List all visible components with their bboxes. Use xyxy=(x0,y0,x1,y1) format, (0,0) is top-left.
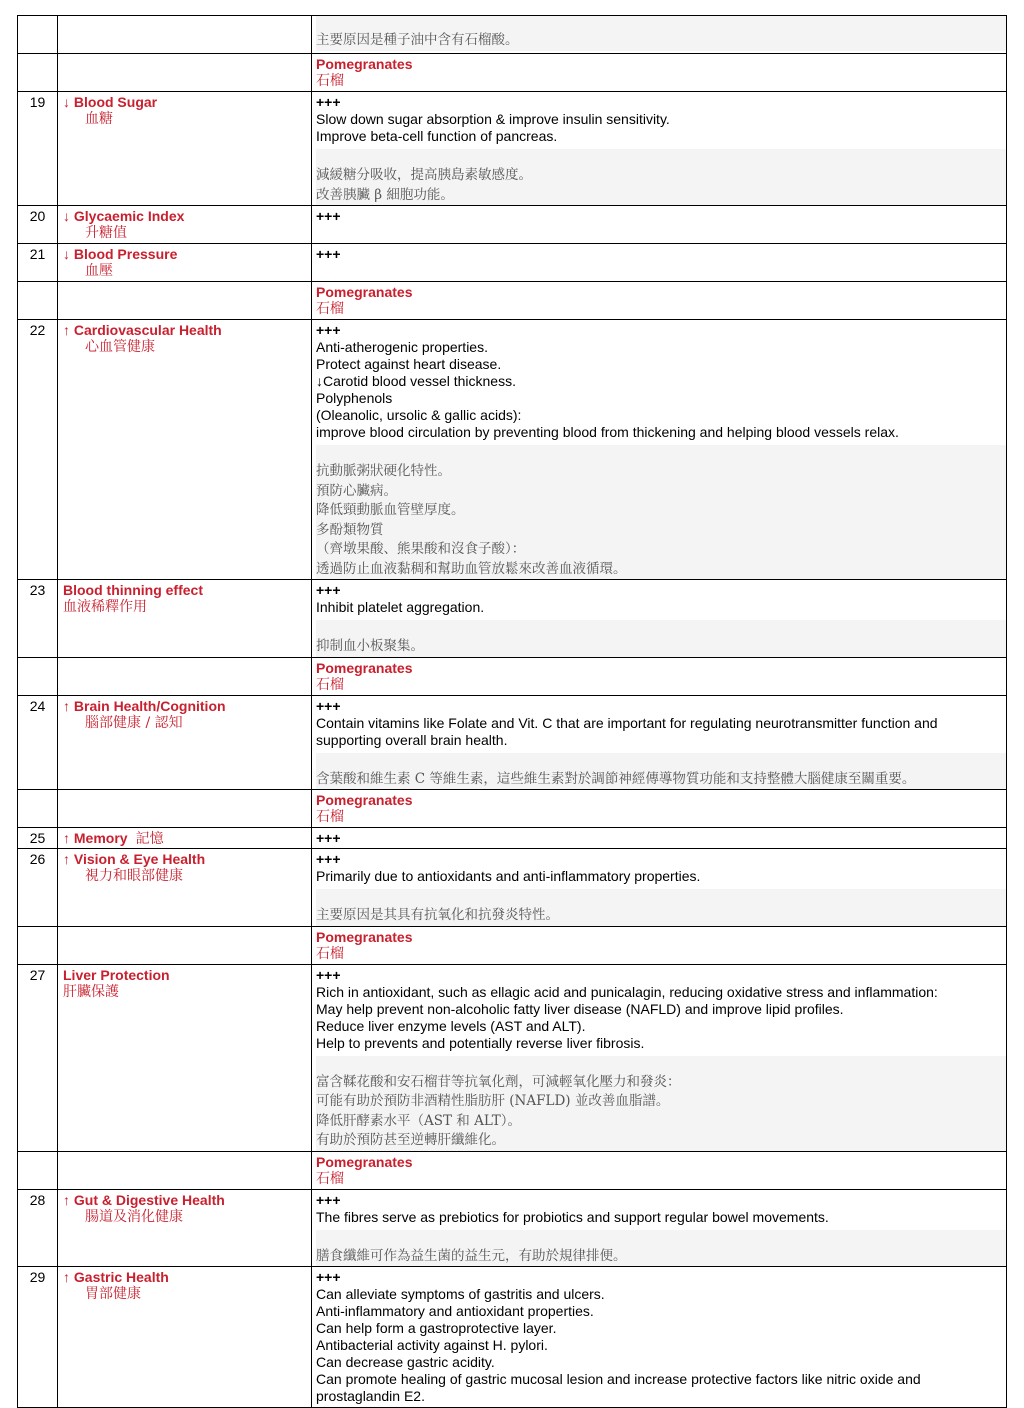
row-number: 26 xyxy=(29,851,46,867)
description-cell xyxy=(312,1189,1007,1267)
description-cell xyxy=(312,282,1007,320)
table-row xyxy=(18,320,1007,580)
fruit-header-row xyxy=(18,1151,1007,1189)
fruit-name-en: Pomegranates xyxy=(316,928,413,945)
row-number: 22 xyxy=(29,322,46,338)
english-line: Can alleviate symptoms of gastritis and ulcers. xyxy=(316,1286,605,1302)
arrow-up-icon: ↑ xyxy=(63,830,74,846)
table-row xyxy=(18,1189,1007,1267)
chinese-translation xyxy=(316,445,1006,579)
condition-name xyxy=(63,582,307,599)
rating: +++ xyxy=(316,582,341,598)
fruit-name-en: Pomegranates xyxy=(316,792,413,808)
condition-cell xyxy=(58,282,312,320)
arrow-up-icon: ↑ xyxy=(63,851,74,867)
chinese-translation xyxy=(316,149,1006,205)
fruit-header-row xyxy=(18,54,1007,92)
chinese-line: 主要原因是種子油中含有石榴酸。 xyxy=(316,32,519,48)
fruit-header-row xyxy=(18,790,1007,828)
condition-cell xyxy=(58,1151,312,1189)
arrow-up-icon: ↑ xyxy=(63,1191,74,1208)
english-line: The fibres serve as prebiotics for probiotics and support regular bowel movements. xyxy=(316,1208,829,1225)
arrow-up-icon: ↑ xyxy=(63,322,74,338)
table-row xyxy=(18,695,1007,790)
fruit-name-en: Pomegranates xyxy=(316,659,413,676)
english-line: Can help form a gastroprotective layer. xyxy=(316,1320,557,1336)
condition-name xyxy=(63,851,307,868)
chinese-line: 含葉酸和維生素 C 等維生素，這些維生素對於調節神經傳導物質功能和支持整體大腦健康至關重要。 xyxy=(316,770,916,787)
condition-cell xyxy=(58,320,312,580)
table-body xyxy=(18,16,1007,1408)
description-cell xyxy=(312,244,1007,282)
table-row xyxy=(18,1267,1007,1408)
arrow-up-icon: ↑ xyxy=(63,697,74,714)
row-number: 29 xyxy=(29,1269,46,1285)
condition-name-zh: 記憶 xyxy=(135,831,164,847)
fruit-name-zh: 石榴 xyxy=(316,1170,344,1187)
condition-cell xyxy=(58,790,312,828)
rating: +++ xyxy=(316,208,341,224)
row-number-cell xyxy=(18,964,58,1151)
english-line: improve blood circulation by preventing blood from thickening and helping blood vessels relax. xyxy=(316,424,899,440)
row-number-cell xyxy=(18,849,58,927)
chinese-line: 膳食纖維可作為益生菌的益生元，有助於規律排便。 xyxy=(316,1247,627,1264)
fruit-header-row xyxy=(18,926,1007,964)
english-line: Contain vitamins like Folate and Vit. C that are important for regulating neurotransmitter function and supporting overall brain health. xyxy=(316,714,938,748)
rating: +++ xyxy=(316,966,341,983)
row-number-cell xyxy=(18,54,58,92)
condition-cell xyxy=(58,580,312,658)
chinese-line: 富含鞣花酸和安石榴苷等抗氧化劑，可減輕氧化壓力和發炎： xyxy=(316,1073,681,1090)
description-cell xyxy=(312,964,1007,1151)
condition-name-zh: 胃部健康 xyxy=(85,1286,141,1302)
condition-name-zh: 血壓 xyxy=(85,263,113,279)
condition-name-en: Blood Pressure xyxy=(73,246,178,262)
description-cell xyxy=(312,1151,1007,1189)
chinese-line: 透過防止血液黏稠和幫助血管放鬆來改善血液循環。 xyxy=(316,560,627,577)
row-number-cell xyxy=(18,244,58,282)
fruit-header-row xyxy=(18,657,1007,695)
condition-name-zh: 升糖值 xyxy=(85,225,127,241)
description-cell xyxy=(312,580,1007,658)
row-number-cell xyxy=(18,92,58,206)
row-number-cell xyxy=(18,206,58,244)
arrow-down-icon: ↓ xyxy=(63,246,74,262)
condition-name xyxy=(63,94,307,111)
fruit-name-en: Pomegranates xyxy=(316,284,413,300)
english-line: Help to prevents and potentially reverse liver fibrosis. xyxy=(316,1034,645,1051)
chinese-line: 主要原因是其具有抗氧化和抗發炎特性。 xyxy=(316,907,559,923)
chinese-translation xyxy=(316,753,1006,790)
condition-name xyxy=(63,830,307,848)
table-row xyxy=(18,580,1007,658)
chinese-translation xyxy=(316,620,1006,657)
description-cell xyxy=(312,54,1007,92)
fruit-header-row xyxy=(18,282,1007,320)
chinese-translation xyxy=(316,1056,1006,1151)
condition-cell xyxy=(58,695,312,790)
row-number: 25 xyxy=(29,830,46,846)
row-number-cell xyxy=(18,790,58,828)
english-line: Inhibit platelet aggregation. xyxy=(316,599,485,615)
chinese-line: 預防心臟病。 xyxy=(316,482,397,499)
row-number-cell xyxy=(18,1189,58,1267)
table-row xyxy=(18,92,1007,206)
health-benefits-table xyxy=(17,15,1007,1408)
fruit-name-zh: 石榴 xyxy=(316,676,344,693)
description-cell xyxy=(312,849,1007,927)
condition-name-en: Gut & Digestive Health xyxy=(73,1191,225,1208)
condition-cell xyxy=(58,828,312,849)
condition-name-en: Glycaemic Index xyxy=(73,208,185,224)
english-line: Slow down sugar absorption & improve insulin sensitivity. xyxy=(316,111,670,127)
condition-name-en: Gastric Health xyxy=(73,1269,169,1285)
condition-name xyxy=(63,698,307,715)
condition-cell xyxy=(58,244,312,282)
condition-name-en: Blood thinning effect xyxy=(63,582,203,598)
english-line: Polyphenols xyxy=(316,390,393,406)
chinese-translation xyxy=(316,1230,1006,1267)
description-cell xyxy=(312,695,1007,790)
description-cell xyxy=(312,790,1007,828)
chinese-line: 抑制血小板聚集。 xyxy=(316,638,424,654)
condition-cell xyxy=(58,54,312,92)
chinese-line: 降低頸動脈血管壁厚度。 xyxy=(316,502,465,518)
english-line: May help prevent non-alcoholic fatty liver disease (NAFLD) and improve lipid profiles. xyxy=(316,1000,844,1017)
table-row xyxy=(18,849,1007,927)
condition-name-zh: 腦部健康 / 認知 xyxy=(85,714,183,731)
condition-name-en: Memory xyxy=(73,830,128,846)
condition-name xyxy=(63,322,307,339)
english-line: Protect against heart disease. xyxy=(316,356,502,372)
condition-name xyxy=(63,1269,307,1286)
condition-name-zh: 心血管健康 xyxy=(85,339,155,355)
chinese-line: 有助於預防甚至逆轉肝纖維化。 xyxy=(316,1132,505,1148)
english-line: Improve beta-cell function of pancreas. xyxy=(316,128,558,144)
row-number: 20 xyxy=(29,208,46,224)
condition-cell xyxy=(58,16,312,54)
english-line: ↓Carotid blood vessel thickness. xyxy=(316,373,516,389)
english-line: Can promote healing of gastric mucosal lesion and increase protective factors like nitric oxide and prostaglandin E2. xyxy=(316,1371,921,1404)
row-number: 28 xyxy=(29,1191,46,1208)
rating: +++ xyxy=(316,246,341,262)
row-number-cell xyxy=(18,1151,58,1189)
condition-name-zh: 血糖 xyxy=(85,111,113,127)
chinese-note xyxy=(316,16,1006,51)
chinese-line: 抗動脈粥狀硬化特性。 xyxy=(316,463,451,479)
row-number-cell xyxy=(18,828,58,849)
description-cell xyxy=(312,16,1007,54)
condition-name-zh: 視力和眼部健康 xyxy=(85,868,183,884)
arrow-down-icon: ↓ xyxy=(63,94,74,110)
table-row xyxy=(18,244,1007,282)
chinese-line: 改善胰臟 β 細胞功能。 xyxy=(316,186,454,203)
english-line: Primarily due to antioxidants and anti-inflammatory properties. xyxy=(316,868,701,884)
condition-name xyxy=(63,208,307,225)
row-number: 21 xyxy=(29,246,46,262)
description-cell xyxy=(312,320,1007,580)
rating: +++ xyxy=(316,1191,341,1208)
description-cell xyxy=(312,92,1007,206)
arrow-up-icon: ↑ xyxy=(63,1269,74,1285)
row-number-cell xyxy=(18,580,58,658)
condition-cell xyxy=(58,657,312,695)
condition-name xyxy=(63,967,307,984)
fruit-name-zh: 石榴 xyxy=(316,73,344,89)
row-number-cell xyxy=(18,320,58,580)
description-cell xyxy=(312,206,1007,244)
row-number: 27 xyxy=(29,966,46,983)
description-cell xyxy=(312,828,1007,849)
fruit-name-zh: 石榴 xyxy=(316,301,344,317)
english-line: Antibacterial activity against H. pylori. xyxy=(316,1337,548,1353)
fruit-name-en: Pomegranates xyxy=(316,56,413,72)
row-number: 23 xyxy=(29,582,46,598)
condition-name-en: Cardiovascular Health xyxy=(73,322,222,338)
english-line: Rich in antioxidant, such as ellagic acid and punicalagin, reducing oxidative stress and inflammation: xyxy=(316,983,938,1000)
condition-cell xyxy=(58,926,312,964)
fruit-name-en: Pomegranates xyxy=(316,1153,413,1170)
chinese-line: 減緩糖分吸收，提高胰島素敏感度。 xyxy=(316,167,532,183)
row-number-cell xyxy=(18,1267,58,1408)
row-number: 19 xyxy=(29,94,46,110)
english-line: Reduce liver enzyme levels (AST and ALT). xyxy=(316,1017,586,1034)
chinese-line: 可能有助於預防非酒精性脂肪肝 (NAFLD) 並改善血脂譜。 xyxy=(316,1093,670,1109)
condition-name-zh: 腸道及消化健康 xyxy=(85,1208,183,1225)
condition-cell xyxy=(58,1189,312,1267)
condition-name-en: Vision & Eye Health xyxy=(73,851,206,867)
chinese-translation xyxy=(316,889,1006,926)
condition-cell xyxy=(58,964,312,1151)
condition-name xyxy=(63,246,307,263)
fruit-name-zh: 石榴 xyxy=(316,945,344,962)
english-line: Can decrease gastric acidity. xyxy=(316,1354,495,1370)
condition-name-en: Brain Health/Cognition xyxy=(73,697,226,714)
condition-name-en: Blood Sugar xyxy=(73,94,158,110)
condition-name-zh: 肝臟保護 xyxy=(63,983,119,1000)
chinese-line: （齊墩果酸、熊果酸和沒食子酸）： xyxy=(316,541,526,557)
rating: +++ xyxy=(316,1269,341,1285)
table-row xyxy=(18,16,1007,54)
rating: +++ xyxy=(316,322,341,338)
row-number-cell xyxy=(18,695,58,790)
condition-cell xyxy=(58,849,312,927)
rating: +++ xyxy=(316,851,341,867)
table-row xyxy=(18,828,1007,849)
row-number-cell xyxy=(18,282,58,320)
description-cell xyxy=(312,657,1007,695)
table-row xyxy=(18,964,1007,1151)
condition-name xyxy=(63,1192,307,1209)
rating: +++ xyxy=(316,94,341,110)
condition-cell xyxy=(58,206,312,244)
english-line: (Oleanolic, ursolic & gallic acids): xyxy=(316,407,522,423)
rating: +++ xyxy=(316,830,341,846)
arrow-down-icon: ↓ xyxy=(63,208,74,224)
row-number-cell xyxy=(18,926,58,964)
description-cell xyxy=(312,1267,1007,1408)
condition-cell xyxy=(58,92,312,206)
condition-name-en: Liver Protection xyxy=(63,966,170,983)
table-row xyxy=(18,206,1007,244)
condition-name-zh: 血液稀釋作用 xyxy=(63,599,147,615)
description-cell xyxy=(312,926,1007,964)
chinese-line: 多酚類物質 xyxy=(316,521,384,538)
row-number-cell xyxy=(18,657,58,695)
rating: +++ xyxy=(316,697,341,714)
fruit-name-zh: 石榴 xyxy=(316,809,344,825)
chinese-line: 降低肝酵素水平（AST 和 ALT）。 xyxy=(316,1112,521,1129)
english-line: Anti-atherogenic properties. xyxy=(316,339,488,355)
row-number-cell xyxy=(18,16,58,54)
row-number: 24 xyxy=(29,697,46,714)
english-line: Anti-inflammatory and antioxidant properties. xyxy=(316,1303,594,1319)
condition-cell xyxy=(58,1267,312,1408)
